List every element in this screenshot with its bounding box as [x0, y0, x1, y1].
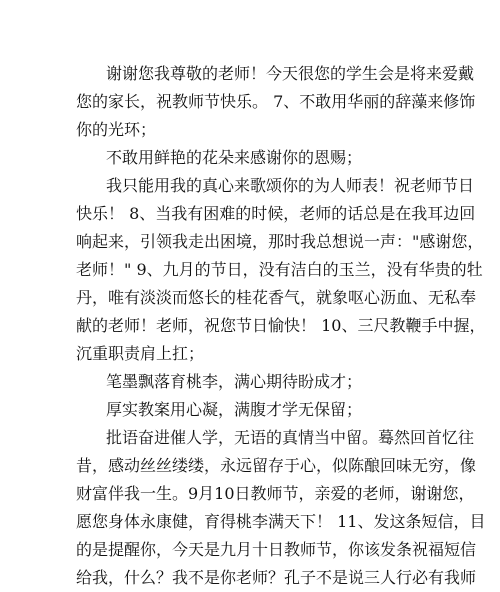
paragraph-line: 您的家长，祝教师节快乐。 7、不敢用华丽的辞藻来修饰 — [76, 92, 476, 111]
paragraph-line: 批语奋进催人学，无语的真情当中留。蓦然回首忆往 — [106, 428, 475, 447]
paragraph-line: 你的光环； — [76, 120, 157, 139]
paragraph-line: 我只能用我的真心来歌颂你的为人师表！祝老师节日 — [106, 176, 475, 195]
paragraph-line: 财富伴我一生。9月10日教师节，亲爱的老师，谢谢您， — [76, 484, 475, 503]
paragraph-line: 给我，什么？我不是你老师？孔子不是说三人行必有我师 — [76, 568, 477, 587]
paragraph-line: 愿您身体永康健，育得桃李满天下！ 11、发这条短信，目 — [76, 512, 486, 531]
paragraph-line: 献的老师！老师，祝您节日愉快！ 10、三尺教鞭手中握， — [76, 316, 486, 335]
paragraph-line: 谢谢您我尊敬的老师！今天很您的学生会是将来爱戴 — [106, 64, 475, 83]
document-body — [76, 60, 486, 592]
paragraph-line: 快乐！ 8、当我有困难的时候，老师的话总是在我耳边回 — [76, 204, 476, 223]
paragraph-line: 丹，唯有淡淡而悠长的桂花香气，就象呕心沥血、无私奉 — [76, 288, 477, 307]
paragraph-line: 沉重职责肩上扛； — [76, 344, 205, 363]
paragraph-line: 的是提醒你，今天是九月十日教师节，你该发条祝福短信 — [76, 540, 477, 559]
paragraph-line: 厚实教案用心凝，满腹才学无保留； — [106, 400, 363, 419]
paragraph-line: 笔墨飘落育桃李，满心期待盼成才； — [106, 372, 363, 391]
paragraph-line: 老师！" 9、九月的节日，没有洁白的玉兰，没有华贵的牡 — [76, 260, 483, 279]
paragraph-line: 昔，感动丝丝缕缕，永远留存于心，似陈酿回味无穷，像 — [76, 456, 477, 475]
paragraph-line: 响起来，引领我走出困境，那时我总想说一声："感谢您， — [76, 232, 484, 251]
paragraph-line: 不敢用鲜艳的花朵来感谢你的恩赐； — [106, 148, 363, 167]
